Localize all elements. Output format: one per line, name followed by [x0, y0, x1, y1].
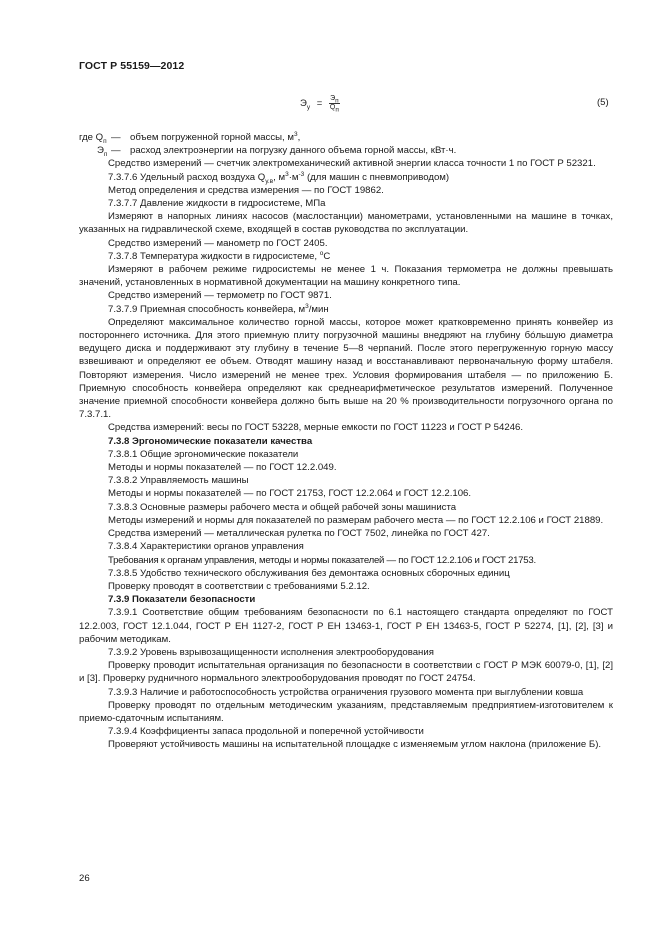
- subsection-heading: 7.3.8.5 Удобство технического обслуживания без демонтажа основных сборочных единиц: [108, 567, 510, 579]
- subsection-heading: 7.3.8.4 Характеристики органов управления: [108, 541, 304, 553]
- paragraph: 7.3.9.3 Наличие и работоспособность устройства ограничения грузового момента при выглублении ковша: [108, 686, 584, 698]
- paragraph: Требования к органам управления, методы и нормы показателей — по ГОСТ 12.2.106 и ГОСТ 21753.: [108, 554, 536, 566]
- paragraph: 7.3.9.1 Соответствие общим требованиям безопасности по 6.1 настоящего стандарта определяют по ГОСТ 12.2.003, ГОСТ 12.1.044, ГОСТ Р ЕН 1127-2, ГОСТ Р ЕН 13463-1, ГОСТ Р ЕН 13463-5, ГОСТ Р 52274, [1], [2], [3] и рабочим методикам.: [79, 607, 613, 645]
- formula-equals: =: [316, 98, 323, 110]
- paragraph: Определяют максимальное количество горной массы, которое может кратковременно принять конвейер из постороннего источника. Для этого приемную плиту погрузочной машины внедряют на глубину бóльшую диаметра ведущего диска и поддерживают эту глубину в течение 5—8 черпаний. После этого перегруженную горную массу взвешивают и определяют ее объем. Отводят машину назад и восстанавливают первоначальную форму штабеля. Повторяют измерения. Число измерений не менее трех. Условия формирования штабеля — по приложению Б. Приемную способность конвейера определяют как среднеарифметическое результатов измерений. Полученное значение приемной способности конвейера должно быть выше на 20 % производительности погрузочного органа по 7.3.7.1.: [79, 316, 613, 421]
- subsection-heading: 7.3.8.2 Управляемость машины: [108, 475, 249, 487]
- definition-line: где $Q_п$ — объем погруженной горной массы, $м^3$,: [79, 130, 301, 145]
- subsection-heading: 7.3.7.8 Температура жидкости в гидросистеме, $^о$С: [108, 249, 331, 262]
- paragraph: Средство измерений — счетчик электромеханический активной энергии класса точности 1 по ГОСТ Р 52321.: [108, 158, 596, 170]
- paragraph: Методы измерений и нормы для показателей по размерам рабочего места — по ГОСТ 12.2.106 и ГОСТ 21889.: [108, 514, 604, 526]
- formula-lhs: Э: [300, 98, 307, 110]
- formula-numerator: $Э_п$: [330, 95, 339, 105]
- formula-5: [300, 95, 340, 112]
- paragraph: Проверку проводят в соответствии с требованиями 5.2.12.: [108, 580, 370, 592]
- definition-line: $Э_п$ — расход электроэнергии на погрузку данного объема горной массы, кВт·ч.: [97, 145, 457, 159]
- paragraph: Метод определения и средства измерения — по ГОСТ 19862.: [108, 184, 384, 196]
- paragraph: Средство измерений — манометр по ГОСТ 2405.: [108, 237, 328, 249]
- section-heading: 7.3.8 Эргономические показатели качества: [108, 435, 313, 447]
- paragraph: Средства измерений — металлическая рулетка по ГОСТ 7502, линейка по ГОСТ 427.: [108, 528, 490, 540]
- formula-number: (5): [597, 97, 609, 108]
- formula-lhs-sub: у: [306, 103, 311, 111]
- paragraph: Проверяют устойчивость машины на испытательной площадке с изменяемым углом наклона (приложение Б).: [108, 739, 602, 751]
- subsection-heading: 7.3.7.7 Давление жидкости в гидросистеме, МПа: [108, 198, 326, 210]
- document-header: ГОСТ Р 55159—2012: [79, 60, 185, 72]
- section-heading: 7.3.9 Показатели безопасности: [108, 594, 256, 606]
- formula-fraction: [329, 95, 340, 112]
- subsection-heading: 7.3.8.3 Основные размеры рабочего места и общей рабочей зоны машиниста: [108, 501, 457, 513]
- subsection-heading: 7.3.8.1 Общие эргономические показатели: [108, 448, 299, 460]
- paragraph: Методы и нормы показателей — по ГОСТ 12.2.049.: [108, 462, 337, 474]
- subsection-heading: 7.3.7.6 Удельный расход воздуха $Q_{у.в}$, $м^3\cdot м^{-3}$ (для машин с пневмоприводом): [108, 170, 450, 185]
- paragraph: Проверку проводят по отдельным методическим указаниям, представляемым предприятием-изготовителем к приемо-сдаточным испытаниям.: [79, 699, 613, 724]
- paragraph: Измеряют в напорных линиях насосов (маслостанции) манометрами, установленными на машине в точках, указанных на гидравлической схеме, входящей в состав руководства по эксплуатации.: [79, 211, 613, 236]
- subsection-heading: 7.3.7.9 Приемная способность конвейера, $м^3$/мин: [108, 302, 329, 315]
- subsection-heading: 7.3.9.4 Коэффициенты запаса продольной и поперечной устойчивости: [108, 726, 424, 738]
- document-body: [79, 131, 613, 752]
- subsection-heading: 7.3.9.2 Уровень взрывозащищенности исполнения электрооборудования: [108, 646, 434, 658]
- paragraph: Проверку проводит испытательная организация по безопасности в соответствии с ГОСТ Р МЭК 60079-0, [1], [2] и [3]. Проверку рудничного нормального электрооборудования проводят по ГОСТ 24754.: [79, 660, 613, 685]
- paragraph: Средство измерений — термометр по ГОСТ 9871.: [108, 290, 332, 302]
- paragraph: Измеряют в рабочем режиме гидросистемы не менее 1 ч. Показания термометра не должны превышать значений, установленных в нормативной документации на машину конкретного типа.: [79, 264, 613, 289]
- formula-denominator: $Q_п$: [329, 104, 339, 114]
- paragraph: Методы и нормы показателей — по ГОСТ 21753, ГОСТ 12.2.064 и ГОСТ 12.2.106.: [108, 488, 472, 500]
- page-number: 26: [79, 873, 90, 884]
- paragraph: Средства измерений: весы по ГОСТ 53228, мерные емкости по ГОСТ 11223 и ГОСТ Р 54246.: [108, 422, 524, 434]
